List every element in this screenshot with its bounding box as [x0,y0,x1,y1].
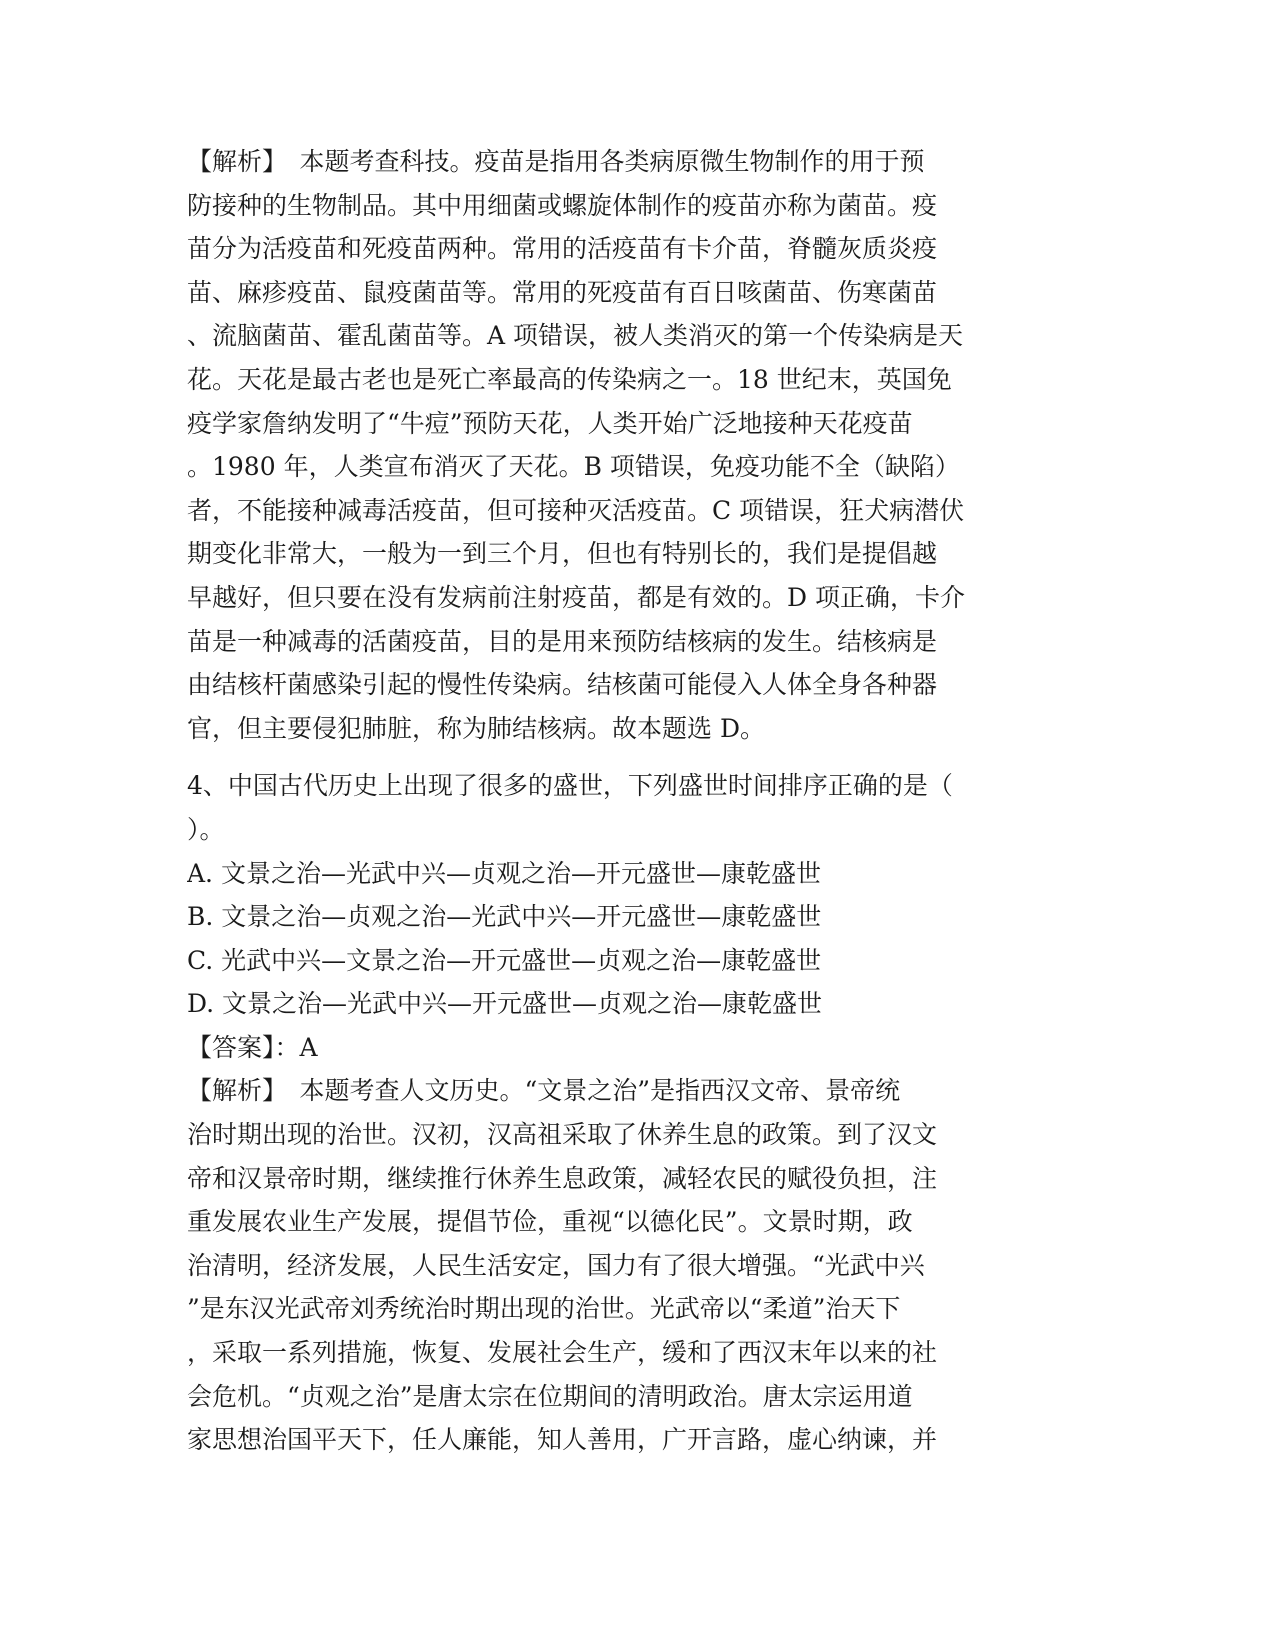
analysis-line: 由结核杆菌感染引起的慢性传染病。结核菌可能侵入人体全身各种器 [187,670,938,700]
analysis-line: 疫学家詹纳发明了“牛痘”预防天花，人类开始广泛地接种天花疫苗 [187,408,913,438]
answer-line: 【答案】：A [187,1032,318,1062]
option-b: B. 文景之治—贞观之治—光武中兴—开元盛世—康乾盛世 [187,902,822,932]
analysis-line: 期变化非常大，一般为一到三个月，但也有特别长的，我们是提倡越 [187,539,938,569]
analysis-line: 、流脑菌苗、霍乱菌苗等。A 项错误，被人类消灭的第一个传染病是天 [187,321,964,351]
analysis-line: ，采取一系列措施，恢复、发展社会生产，缓和了西汉末年以来的社 [187,1338,938,1368]
analysis-line: 治清明，经济发展，人民生活安定，国力有了很大增强。“光武中兴 [187,1250,925,1280]
analysis-line: 治时期出现的治世。汉初，汉高祖采取了休养生息的政策。到了汉文 [187,1120,938,1150]
analysis-line: 【解析】 本题考查科技。疫苗是指用各类病原微生物制作的用于预 [187,147,925,176]
analysis-line: 花。天花是最古老也是死亡率最高的传染病之一。18 世纪末，英国免 [187,364,952,394]
question-stem: 4、中国古代历史上出现了很多的盛世，下列盛世时间排序正确的是（ [187,771,953,801]
document-page [187,140,1067,1462]
analysis-line: 会危机。“贞观之治”是唐太宗在位期间的清明政治。唐太宗运用道 [187,1381,913,1411]
option-a: A. 文景之治—光武中兴—贞观之治—开元盛世—康乾盛世 [187,858,821,888]
analysis-line: 。1980 年，人类宣布消灭了天花。B 项错误，免疫功能不全（缺陷） [187,452,960,482]
analysis-line: 官，但主要侵犯肺脏，称为肺结核病。故本题选 D。 [187,713,765,743]
analysis-line: 重发展农业生产发展，提倡节俭，重视“以德化民”。文景时期，政 [187,1207,913,1237]
analysis-line: 者，不能接种减毒活疫苗，但可接种灭活疫苗。C 项错误，狂犬病潜伏 [187,495,965,525]
option-d: D. 文景之治—光武中兴—开元盛世—贞观之治—康乾盛世 [187,989,823,1019]
analysis-section-1 [187,140,1067,750]
analysis-line: 苗是一种减毒的活菌疫苗，目的是用来预防结核病的发生。结核病是 [187,626,938,656]
analysis-line: 帝和汉景帝时期，继续推行休养生息政策，减轻农民的赋役负担，注 [187,1163,938,1193]
analysis-line: 【解析】 本题考查人文历史。“文景之治”是指西汉文帝、景帝统 [187,1076,901,1106]
analysis-line: 家思想治国平天下，任人廉能，知人善用，广开言路，虚心纳谏，并 [187,1425,938,1455]
analysis-line: 防接种的生物制品。其中用细菌或螺旋体制作的疫苗亦称为菌苗。疫 [187,190,938,220]
option-c: C. 光武中兴—文景之治—开元盛世—贞观之治—康乾盛世 [187,945,822,975]
question-stem: ）。 [187,814,225,844]
analysis-section-2 [187,1069,1067,1461]
paragraph-gap [187,750,1067,764]
analysis-line: 苗、麻疹疫苗、鼠疫菌苗等。常用的死疫苗有百日咳菌苗、伤寒菌苗 [187,277,938,307]
analysis-line: 苗分为活疫苗和死疫苗两种。常用的活疫苗有卡介苗，脊髓灰质炎疫 [187,234,938,264]
analysis-line: 早越好，但只要在没有发病前注射疫苗，都是有效的。D 项正确，卡介 [187,582,965,612]
question-4 [187,764,1067,1069]
analysis-line: ”是东汉光武帝刘秀统治时期出现的治世。光武帝以“柔道”治天下 [187,1294,901,1324]
